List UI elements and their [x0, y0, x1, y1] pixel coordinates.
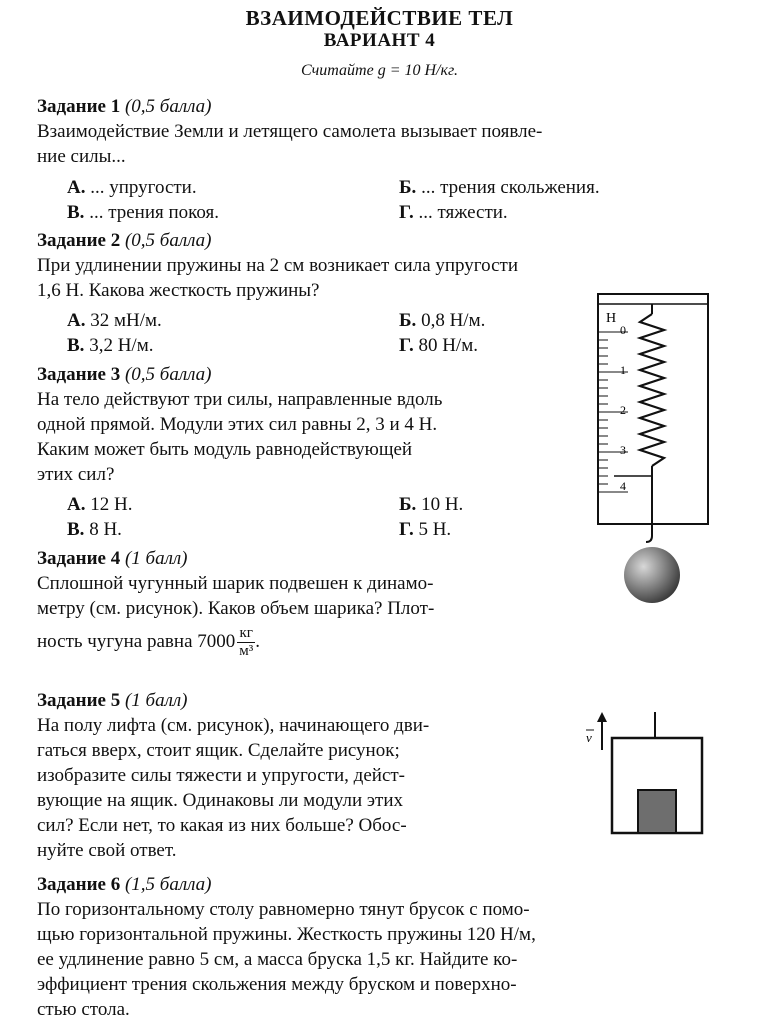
task-text-line: На полу лифта (см. рисунок), начинающего дви- [37, 715, 430, 736]
task-heading [37, 362, 577, 387]
task-text-line: На тело действуют три силы, направленные вдоль [37, 389, 443, 410]
task-text-line: щью горизонтальной пружины. Жесткость пружины 120 Н/м, [37, 924, 536, 945]
density-line [37, 625, 577, 660]
box-on-floor [638, 790, 676, 833]
answer-option: Б. 10 Н. [399, 494, 464, 515]
dynamometer-figure [590, 290, 720, 610]
gravity-note-value: = 10 Н/кг. [389, 62, 459, 79]
task-label: Задание 3 [37, 364, 121, 385]
task-text [37, 897, 701, 1022]
answer-option: Г. 5 Н. [399, 519, 452, 540]
task-points: (1,5 балла) [124, 874, 212, 895]
task-text [37, 387, 577, 487]
task-text-line: Сплошной чугунный шарик подвешен к динамо- [37, 573, 434, 594]
iron-ball [624, 547, 680, 603]
task-text-line: гаться вверх, стоит ящик. Сделайте рисунок; [37, 740, 400, 761]
answer-option: В. ... трения покоя. [67, 202, 220, 223]
scale-label: 4 [620, 479, 626, 493]
answer-option: Б. 0,8 Н/м. [399, 310, 486, 331]
task-heading [37, 228, 701, 253]
task-heading [37, 688, 567, 713]
task-text [37, 571, 577, 621]
task-label: Задание 2 [37, 230, 121, 251]
task-text-line: стью стола. [37, 999, 130, 1020]
answer-option: Б. ... трения скольжения. [399, 177, 600, 198]
task-text-line: этих сил? [37, 464, 115, 485]
density-text: ность чугуна равна 7000 [37, 630, 236, 652]
scale-label: 1 [620, 363, 626, 377]
task-text-line: нуйте свой ответ. [37, 840, 177, 861]
task-label: Задание 5 [37, 690, 121, 711]
answer-option: А. ... упругости. [67, 177, 197, 198]
gravity-note-var: g [377, 62, 386, 79]
task-points: (1 балл) [124, 690, 188, 711]
task-3 [37, 362, 577, 542]
task-label: Задание 4 [37, 548, 121, 569]
task-text [37, 119, 701, 169]
answer-row [37, 175, 701, 200]
task-text-line: одной прямой. Модули этих сил равны 2, 3 и 4 Н. [37, 414, 438, 435]
velocity-label: v [586, 730, 592, 745]
answer-option: А. 32 мН/м. [67, 310, 162, 331]
task-text-line: 1,6 Н. Какова жесткость пружины? [37, 280, 320, 301]
task-points: (0,5 балла) [124, 364, 212, 385]
task-4 [37, 546, 577, 660]
scale-label: 2 [620, 403, 626, 417]
task-text-line: метру (см. рисунок). Каков объем шарика? Плот- [37, 598, 435, 619]
answer-row [37, 200, 701, 225]
answer-option: А. 12 Н. [67, 494, 133, 515]
task-text-line: сил? Если нет, то какая из них больше? Обос- [37, 815, 407, 836]
elevator-figure [580, 708, 720, 843]
task-heading [37, 546, 577, 571]
task-points: (0,5 балла) [124, 230, 212, 251]
fraction-denominator: м³ [239, 643, 254, 659]
task-text-line: По горизонтальному столу равномерно тянут брусок с помо- [37, 899, 530, 920]
task-points: (1 балл) [124, 548, 188, 569]
density-unit-fraction [237, 625, 255, 660]
velocity-arrowhead [597, 712, 607, 722]
task-6 [37, 872, 701, 1022]
scale-label: 3 [620, 443, 626, 457]
answer-row [37, 517, 577, 542]
task-text-line: эффициент трения скольжения между бруском и поверхно- [37, 974, 517, 995]
task-text-line: ее удлинение равно 5 см, а масса бруска 1,5 кг. Найдите ко- [37, 949, 518, 970]
answer-option: В. 3,2 Н/м. [67, 335, 154, 356]
task-text-line: ние силы... [37, 146, 126, 167]
gravity-note [0, 62, 759, 80]
answer-option: Г. ... тяжести. [399, 202, 508, 223]
density-period: . [255, 630, 260, 652]
answer-row [37, 492, 577, 517]
task-text-line: При удлинении пружины на 2 см возникает сила упругости [37, 255, 518, 276]
dynamometer-scale-labels [620, 323, 626, 493]
task-text-line: изобразите силы тяжести и упругости, дейст- [37, 765, 406, 786]
task-points: (0,5 балла) [124, 96, 212, 117]
answer-option: Г. 80 Н/м. [399, 335, 478, 356]
task-label: Задание 6 [37, 874, 121, 895]
dynamometer-unit: Н [606, 311, 617, 326]
task-5 [37, 688, 567, 863]
task-1 [37, 94, 701, 225]
task-text-line: вующие на ящик. Одинаковы ли модули этих [37, 790, 404, 811]
task-text-line: Взаимодействие Земли и летящего самолета вызывает появле- [37, 121, 543, 142]
answer-option: В. 8 Н. [67, 519, 122, 540]
task-text [37, 713, 567, 863]
page-title: ВЗАИМОДЕЙСТВИЕ ТЕЛ [245, 6, 514, 30]
scale-label: 0 [620, 323, 626, 337]
task-text-line: Каким может быть модуль равнодействующей [37, 439, 413, 460]
task-label: Задание 1 [37, 96, 121, 117]
variant-title: ВАРИАНТ 4 [323, 30, 436, 51]
fraction-numerator: кг [237, 625, 255, 643]
task-heading [37, 872, 701, 897]
task-heading [37, 94, 701, 119]
dynamometer-spring [640, 314, 664, 466]
gravity-note-prefix: Считайте [300, 62, 374, 79]
